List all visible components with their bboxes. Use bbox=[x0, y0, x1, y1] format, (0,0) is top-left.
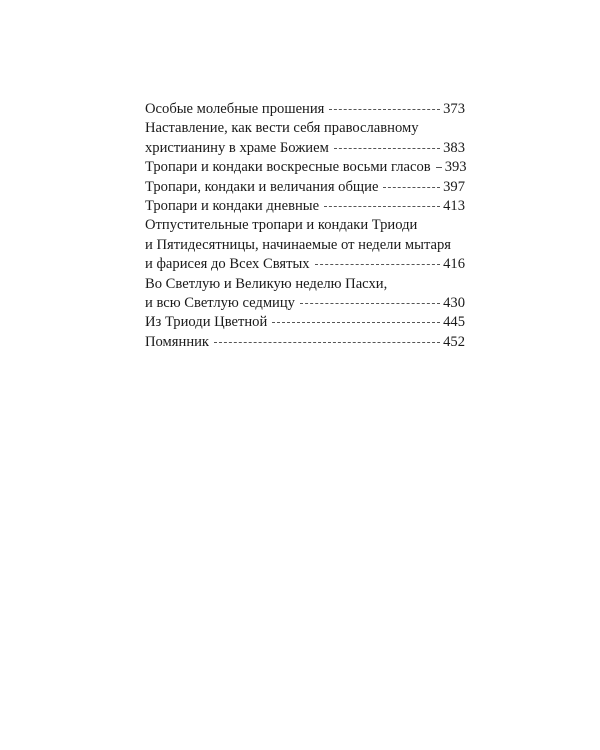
dot-leader bbox=[329, 109, 440, 110]
toc-entry-title-line: и всю Светлую седмицу bbox=[145, 295, 295, 312]
toc-entry-triodi-tsvetnoy bbox=[145, 313, 465, 332]
toc-entry-title-line: и фарисея до Всех Святых bbox=[145, 256, 310, 273]
toc-entry-obshchie bbox=[145, 178, 465, 197]
toc-entry-paskhi bbox=[145, 275, 465, 314]
toc-entry-title-line: Во Светлую и Великую неделю Пасхи, bbox=[145, 275, 388, 292]
toc-page-number: 452 bbox=[443, 333, 465, 350]
dot-leader bbox=[383, 187, 440, 188]
toc-page-number: 397 bbox=[443, 178, 465, 195]
toc-entry-molebnye-prosheniya bbox=[145, 100, 465, 119]
toc-page-number: 383 bbox=[443, 139, 465, 156]
toc-entry-triodi bbox=[145, 216, 465, 274]
toc-page-number: 416 bbox=[443, 256, 465, 273]
toc-entry-title: Тропари и кондаки воскресные восьми гласов bbox=[145, 159, 431, 176]
toc-entry-title: Из Триоди Цветной bbox=[145, 314, 268, 331]
toc-entry-title-line: Отпустительные тропари и кондаки Триоди bbox=[145, 217, 418, 234]
toc-entry-dnevnye bbox=[145, 197, 465, 216]
toc-entry-title: Тропари и кондаки дневные bbox=[145, 198, 320, 215]
dot-leader bbox=[436, 167, 442, 168]
toc-entry-title-line: христианину в храме Божием bbox=[145, 139, 329, 156]
toc-entry-title-line: Наставление, как вести себя православному bbox=[145, 120, 419, 137]
toc-entry-nastavlenie bbox=[145, 119, 465, 158]
dot-leader bbox=[272, 322, 440, 323]
toc-entry-pomyannik bbox=[145, 333, 465, 352]
toc-page-number: 393 bbox=[444, 159, 467, 176]
toc-page-number: 413 bbox=[443, 198, 465, 215]
toc-entry-title-line: и Пятидесятницы, начинаемые от недели мытаря bbox=[145, 236, 451, 253]
dot-leader bbox=[214, 342, 440, 343]
toc-page-number: 373 bbox=[443, 101, 465, 117]
dot-leader bbox=[334, 148, 440, 149]
table-of-contents bbox=[145, 100, 465, 352]
toc-entry-voskresnye bbox=[145, 158, 465, 177]
toc-page-number: 430 bbox=[443, 295, 465, 312]
toc-page-number: 445 bbox=[443, 314, 465, 331]
toc-entry-title: Помянник bbox=[145, 333, 210, 350]
toc-entry-title: Особые молебные прошения bbox=[145, 101, 325, 117]
toc-entry-title: Тропари, кондаки и величания общие bbox=[145, 178, 379, 195]
dot-leader bbox=[300, 303, 440, 304]
dot-leader bbox=[324, 206, 440, 207]
dot-leader bbox=[315, 264, 441, 265]
